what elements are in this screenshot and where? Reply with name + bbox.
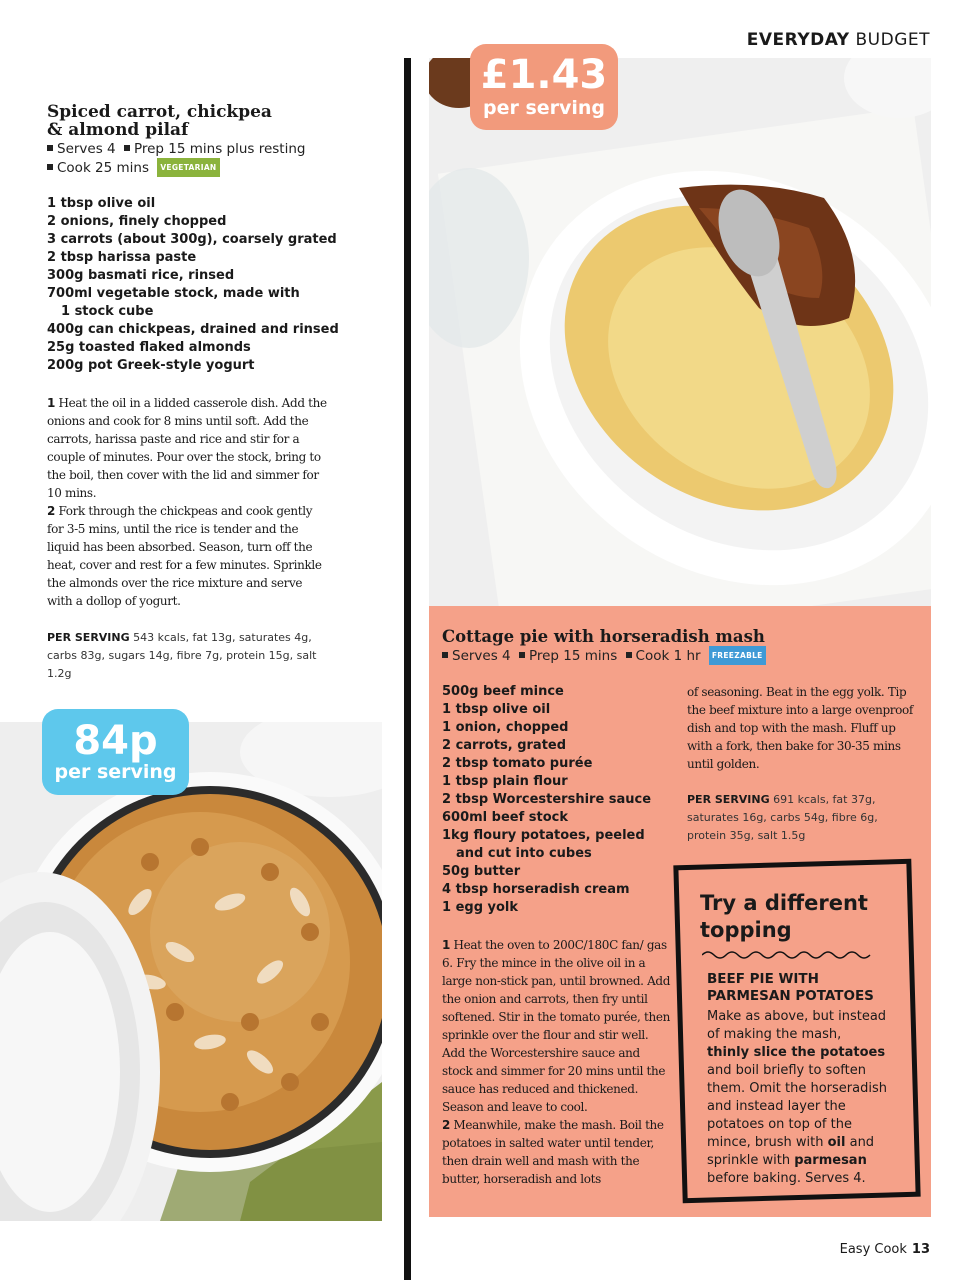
tip-heading: Try a different topping [700, 891, 868, 942]
method-step: 1 Heat the oil in a lidded casserole dish. Add the onions and cook for 8 mins until soft. Add the carrots, harissa paste and rice and stir for a couple of minutes. Pour over the stock, bring to the boil, then cover with the lid and simmer for 10 mins. [47, 396, 327, 500]
wave-divider [702, 949, 872, 961]
ingredient: 50g butter [442, 864, 521, 879]
pilaf-nutrition: PER SERVING 543 kcals, fat 13g, saturates 4g, carbs 83g, sugars 14g, fibre 7g, protein 15g, salt 1.2g [47, 631, 317, 680]
method-step: 2 Meanwhile, make the mash. Boil the potatoes in salted water until tender, then drain well and mash with the butter, horseradish and lots [442, 1118, 664, 1186]
ingredient: and cut into cubes [456, 846, 592, 861]
ingredient: 600ml beef stock [442, 810, 569, 825]
ingredient: 3 carrots (about 300g), coarsely grated [47, 232, 337, 247]
pilaf-cook: Cook 25 mins [57, 160, 150, 176]
column-divider [404, 58, 411, 1280]
ingredient: 2 tbsp Worcestershire sauce [442, 792, 652, 807]
cottage-price-sub: per serving [482, 97, 606, 119]
pilaf-title: Spiced carrot, chickpea & almond pilaf [47, 102, 272, 140]
pilaf-price-badge [42, 709, 189, 795]
cottage-pie-photo [429, 58, 931, 606]
ingredient: 2 tbsp tomato purée [442, 756, 593, 771]
ingredient: 2 carrots, grated [442, 738, 567, 753]
cottage-cook: Cook 1 hr [635, 648, 701, 664]
cottage-price-badge [470, 44, 618, 130]
cottage-ingredients [442, 683, 682, 917]
ingredient: 2 onions, finely chopped [47, 214, 227, 229]
ingredient: 2 tbsp harissa paste [47, 250, 197, 265]
ingredient: 400g can chickpeas, drained and rinsed [47, 322, 339, 337]
method-step: 1 Heat the oven to 200C/180C fan/ gas 6. Fry the mince in the olive oil in a large non-stick pan, until browned. Add the onion and carrots, then fry until softened. Stir in the tomato purée, then sprinkle over the flour and stir well. Add the Worcestershire sauce and stock and simmer for 20 mins until the sauce has reduced and thickened. Season and leave to cool. [442, 938, 671, 1114]
cottage-method-continued: of seasoning. Beat in the egg yolk. Tip the beef mixture into a large ovenproof dish and top with the mash. Fluff up with a fork, then bake for 30-35 mins until golden. [687, 685, 914, 771]
cottage-method [442, 936, 672, 1188]
tip-subheading: BEEF PIE WITH PARMESAN POTATOES [707, 971, 874, 1004]
ingredient: 1 onion, chopped [442, 720, 569, 735]
pilaf-ingredients [47, 195, 377, 375]
ingredient: 1 stock cube [61, 304, 154, 319]
cottage-title: Cottage pie with horseradish mash [442, 627, 765, 646]
ingredient: 500g beef mince [442, 684, 564, 699]
ingredient: 1 tbsp olive oil [442, 702, 551, 717]
ingredient: 1kg floury potatoes, peeled [442, 828, 645, 843]
ingredient: 700ml vegetable stock, made with [47, 286, 300, 301]
section-header [747, 30, 930, 50]
page-number: 13 [911, 1242, 930, 1257]
page-footer [840, 1242, 930, 1257]
vegetarian-badge: VEGETARIAN [157, 158, 219, 177]
pilaf-price-sub: per serving [54, 761, 177, 783]
pilaf-meta [47, 141, 367, 177]
pilaf-serves: Serves 4 [57, 141, 116, 157]
cottage-nutrition: PER SERVING 691 kcals, fat 37g, saturates 16g, carbs 54g, fibre 6g, protein 35g, salt 1.5g [687, 793, 878, 842]
pilaf-price: 84p [73, 718, 158, 764]
ingredient: 1 tbsp olive oil [47, 196, 156, 211]
cottage-prep: Prep 15 mins [528, 648, 618, 664]
ingredient: 25g toasted flaked almonds [47, 340, 251, 355]
tip-body: Make as above, but instead of making the mash, thinly slice the potatoes and boil briefly to soften them. Omit the horseradish and instead layer the potatoes on top of the mince, brush with oil and sprinkle with parmesan before baking. Serves 4. [707, 1009, 887, 1186]
ingredient: 1 egg yolk [442, 900, 519, 915]
cottage-price: £1.43 [480, 52, 608, 98]
cottage-serves: Serves 4 [452, 648, 511, 664]
pilaf-method [47, 394, 327, 610]
ingredient: 1 tbsp plain flour [442, 774, 568, 789]
pilaf-photo [0, 718, 382, 1221]
ingredient: 200g pot Greek-style yogurt [47, 358, 255, 373]
ingredient: 300g basmati rice, rinsed [47, 268, 235, 283]
pilaf-prep: Prep 15 mins plus resting [133, 141, 306, 157]
cottage-meta [442, 646, 922, 665]
magazine-name: Easy Cook [839, 1242, 907, 1257]
header-light: BUDGET [855, 30, 930, 50]
ingredient: 4 tbsp horseradish cream [442, 882, 630, 897]
method-step: 2 Fork through the chickpeas and cook gently for 3-5 mins, until the rice is tender and the liquid has been absorbed. Season, turn off the heat, cover and rest for a few minutes. Sprinkle the almonds over the rice mixture and serve with a dollop of yogurt. [47, 504, 322, 608]
header-strong: EVERYDAY [746, 30, 850, 50]
freezable-badge: FREEZABLE [709, 646, 766, 665]
